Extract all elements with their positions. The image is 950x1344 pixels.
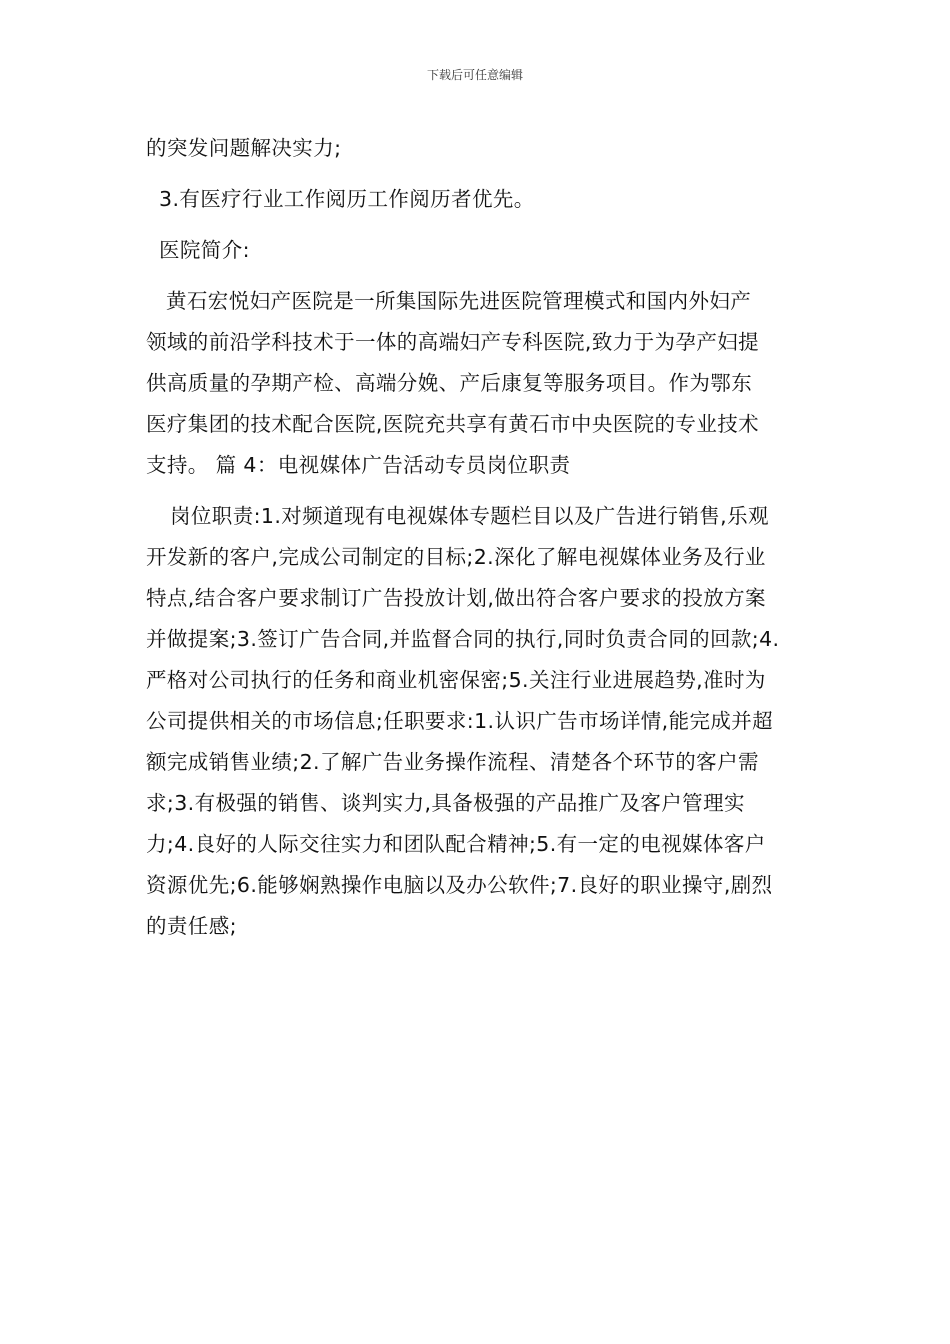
text-line: 公司提供相关的市场信息;任职要求:1.认识广告市场详情,能完成并超: [146, 709, 774, 733]
text-line: 黄石宏悦妇产医院是一所集国际先进医院管理模式和国内外妇产: [166, 289, 752, 313]
text-line: 3.有医疗行业工作阅历工作阅历者优先。: [159, 187, 535, 211]
text-line: 额完成销售业绩;2.了解广告业务操作流程、清楚各个环节的客户需: [146, 750, 759, 774]
text-line: 求;3.有极强的销售、谈判实力,具备极强的产品推广及客户管理实: [146, 791, 745, 815]
text-line: 资源优先;6.能够娴熟操作电脑以及办公软件;7.良好的职业操守,剧烈: [146, 873, 773, 897]
text-line: 严格对公司执行的任务和商业机密保密;5.关注行业进展趋势,准时为: [146, 668, 766, 692]
text-line: 医疗集团的技术配合医院,医院充共享有黄石市中央医院的专业技术: [146, 412, 760, 436]
page-header-note: 下载后可任意编辑: [426, 68, 523, 82]
text-line: 医院简介:: [159, 238, 250, 262]
text-line: 并做提案;3.签订广告合同,并监督合同的执行,同时负责合同的回款;4.: [146, 627, 780, 651]
text-line: 供高质量的孕期产检、高端分娩、产后康复等服务项目。作为鄂东: [146, 371, 753, 395]
text-line: 特点,结合客户要求制订广告投放计划,做出符合客户要求的投放方案: [146, 586, 766, 610]
text-line: 岗位职责:1.对频道现有电视媒体专题栏目以及广告进行销售,乐观: [170, 504, 769, 528]
text-line: 力;4.良好的人际交往实力和团队配合精神;5.有一定的电视媒体客户: [146, 832, 766, 856]
text-line: 开发新的客户,完成公司制定的目标;2.深化了解电视媒体业务及行业: [146, 545, 766, 569]
text-line: 领域的前沿学科技术于一体的高端妇产专科医院,致力于为孕产妇提: [146, 330, 760, 354]
text-line: 的责任感;: [146, 914, 237, 938]
text-line: 的突发问题解决实力;: [146, 136, 342, 160]
text-line: 支持。 篇 4：电视媒体广告活动专员岗位职责: [146, 453, 571, 477]
document-body: [146, 128, 811, 947]
